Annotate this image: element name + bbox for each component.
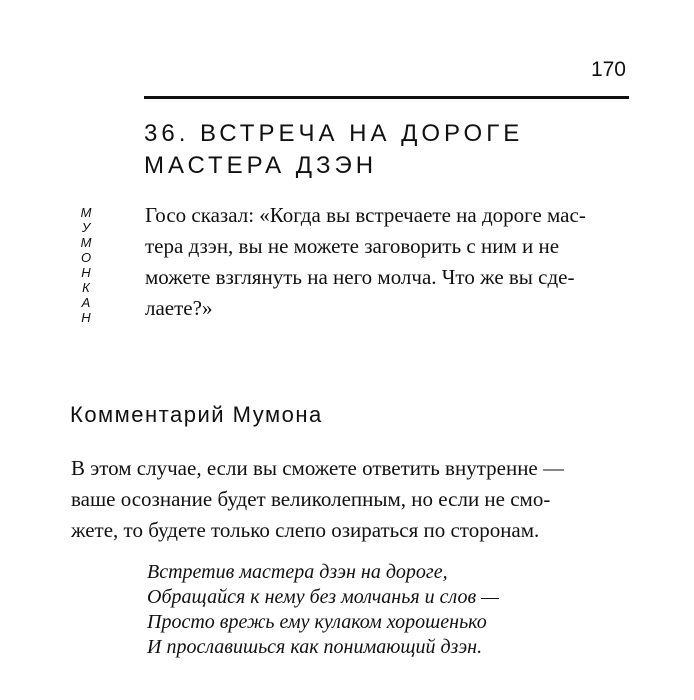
page-number: 170: [590, 58, 626, 81]
poem-line: И прославишься как понимающий дзэн.: [147, 636, 483, 658]
poem-line: Обращайся к нему без молчанья и слов —: [147, 586, 499, 608]
comment-heading: Комментарий Мумона: [70, 402, 323, 427]
chapter-title-line-1: 36. ВСТРЕЧА НА ДОРОГЕ: [144, 120, 524, 147]
side-vertical-label: [76, 205, 96, 325]
side-letter: К: [82, 280, 90, 295]
commentary-line: жете, то будете только слепо озираться по сторонам.: [71, 518, 540, 542]
koan-line: лаете?»: [145, 296, 213, 320]
poem-line: Просто врежь ему кулаком хорошенько: [147, 611, 487, 633]
koan-text: [145, 200, 630, 324]
side-letter: Н: [81, 310, 91, 325]
poem-line: Встретив мастера дзэн на дороге,: [147, 561, 448, 583]
chapter-title-line-2: МАСТЕРА ДЗЭН: [144, 152, 378, 179]
side-letter: Н: [81, 265, 91, 280]
side-letter: А: [81, 295, 91, 310]
chapter-title: [144, 118, 523, 182]
commentary-line: В этом случае, если вы сможете ответить внутренне —: [71, 456, 564, 480]
side-letter: У: [81, 220, 91, 235]
side-letter: М: [80, 235, 92, 250]
header-rule: [144, 96, 629, 99]
koan-line: Госо сказал: «Когда вы встречаете на дороге мас-: [145, 203, 586, 227]
side-letter: О: [80, 250, 92, 265]
koan-line: можете взглянуть на него молча. Что же вы сде-: [145, 265, 575, 289]
poem: [147, 560, 499, 660]
side-letter: М: [80, 205, 92, 220]
commentary-text: [71, 453, 631, 546]
koan-line: тера дзэн, вы не можете заговорить с ним и не: [145, 234, 560, 258]
commentary-line: ваше осознание будет великолепным, но если не смо-: [71, 487, 551, 511]
